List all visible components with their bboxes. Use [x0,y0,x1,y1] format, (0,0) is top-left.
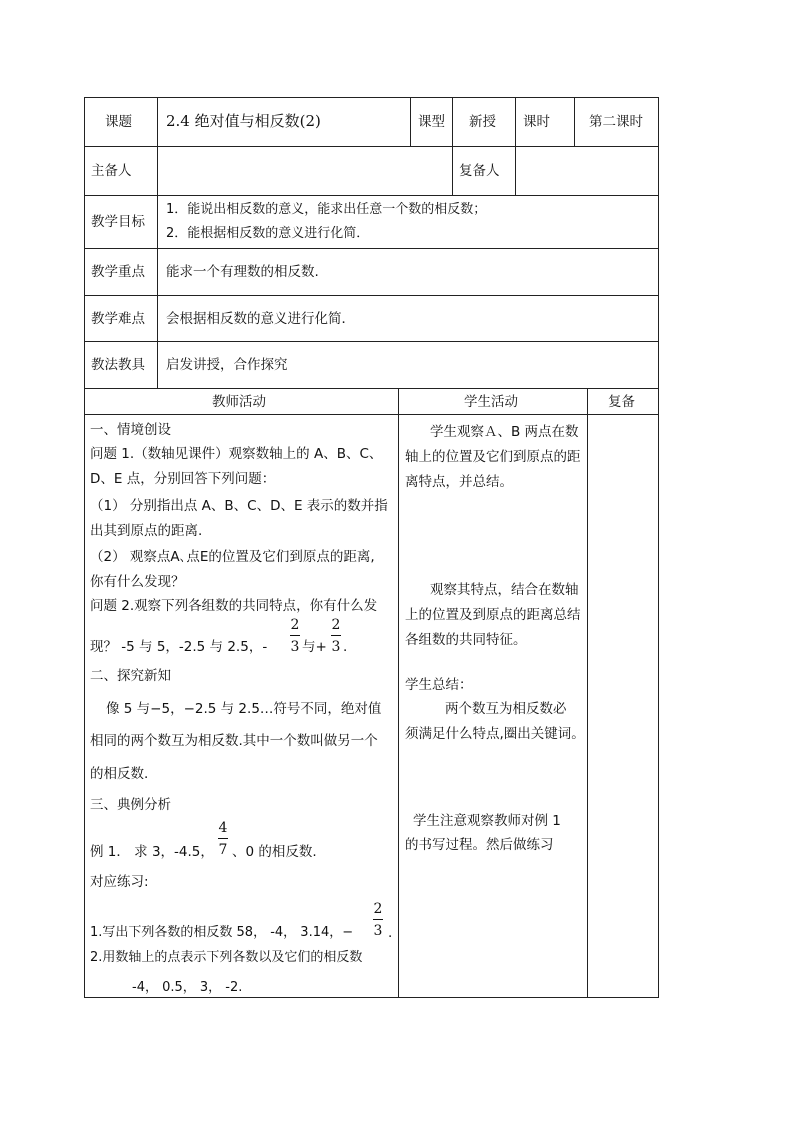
question-text: （2） 观察点A､点E的位置及它们到原点的距离, [90,549,375,565]
student-text: 两个数互为相反数必 [445,701,567,717]
question-text: 现？ -5 与 5，-2.5 与 2.5，- [90,639,268,655]
student-text: 须满足什么特点,圈出关键词。 [405,726,585,742]
body-text: 的相反数. [90,766,149,782]
question-text: D、E 点，分别回答下列问题： [90,471,276,487]
fraction [373,901,383,939]
col-divider [515,97,516,195]
method-label: 教法教具 [91,357,145,373]
section-title: 二、探究新知 [90,668,171,684]
col-divider [587,388,588,998]
row-divider [84,146,659,147]
practice-text: 2.用数轴上的点表示下列各数以及它们的相反数 [90,950,363,965]
teacher-activity-header: 教师活动 [212,394,266,410]
question-text: 与+ [302,639,327,655]
type-label: 课型 [418,114,445,130]
row-divider [84,388,659,389]
fraction-bar [218,838,228,839]
fraction-numerator: 4 [218,820,228,836]
student-text: 离特点，并总结。 [405,474,513,490]
period-label: 课时 [523,114,550,130]
topic-value: 2.4 绝对值与相反数(2) [166,112,321,130]
practice-text: . [388,925,393,941]
student-text: 观察其特点，结合在数轴 [430,582,579,598]
question-text: 出其到原点的距离. [90,523,203,539]
row-divider [84,295,659,296]
student-text: 学生总结： [405,677,473,693]
question-text: 问题 2.观察下列各组数的共同特点，你有什么发 [90,598,378,614]
student-text: 学生观察Ａ、B 两点在数 [430,424,579,440]
difficult-point-value: 会根据相反数的意义进行化简． [166,311,355,327]
example-text: 、0 的相反数. [232,844,317,860]
row-divider [84,414,659,415]
col-divider [398,388,399,998]
reviewer-label: 复备人 [459,163,500,179]
practice-text: -4， 0.5， 3， -2. [132,980,243,995]
col-divider [574,97,575,146]
student-text: 的书写过程。然后做练习 [405,837,554,853]
question-text: . [343,639,348,655]
fraction [290,617,300,655]
difficult-point-label: 教学难点 [91,311,145,327]
student-activity-header: 学生活动 [464,394,518,410]
body-text: 相同的两个数互为相反数.其中一个数叫做另一个 [90,733,378,749]
fraction-denominator: 3 [373,923,383,939]
fraction-denominator: 7 [218,842,228,858]
fraction-bar [331,635,341,636]
section-title: 一、情境创设 [90,422,171,438]
preparer-label: 主备人 [91,163,132,179]
goals-label: 教学目标 [91,214,145,230]
row-divider [84,195,659,196]
topic-label: 课题 [105,114,132,130]
col-divider [157,97,158,388]
example-text: 例 1． 求 3，-4.5， [90,844,214,860]
fraction-numerator: 2 [290,617,300,633]
section-title: 三、典例分析 [90,797,171,813]
method-value: 启发讲授，合作探究 [166,357,288,373]
goal-item: 2．能根据相反数的意义进行化简． [166,226,370,241]
practice-text: 1.写出下列各数的相反数 58， -4， 3.14，− [90,925,354,940]
fraction-denominator: 3 [290,639,300,655]
fraction-bar [373,919,383,920]
period-value: 第二课时 [589,114,643,130]
question-text: （1） 分别指出点 A、B、C、D、E 表示的数并指 [90,498,388,514]
type-value: 新授 [469,114,496,130]
col-divider [410,97,411,146]
fraction-bar [290,635,300,636]
student-text: 学生注意观察教师对例 1 [413,813,561,829]
goal-item: 1．能说出相反数的意义，能求出任意一个数的相反数； [166,202,487,217]
fraction-numerator: 2 [373,901,383,917]
col-divider [452,97,453,195]
review-header: 复备 [608,394,635,410]
fraction [218,820,228,858]
row-divider [84,248,659,249]
practice-title: 对应练习: [90,874,149,890]
fraction-numerator: 2 [331,617,341,633]
student-text: 上的位置及到原点的距离总结 [405,607,581,623]
question-text: 问题 1.（数轴见课件）观察数轴上的 A、B、C、 [90,446,383,462]
row-divider [84,341,659,342]
fraction [331,617,341,655]
student-text: 各组数的共同特征。 [405,632,527,648]
fraction-denominator: 3 [331,639,341,655]
body-text: 像 5 与−5，−2.5 与 2.5…符号不同，绝对值 [106,701,382,717]
student-text: 轴上的位置及它们到原点的距 [405,449,581,465]
key-point-label: 教学重点 [91,264,145,280]
question-text: 你有什么发现？ [90,574,185,590]
key-point-value: 能求一个有理数的相反数. [166,264,319,280]
